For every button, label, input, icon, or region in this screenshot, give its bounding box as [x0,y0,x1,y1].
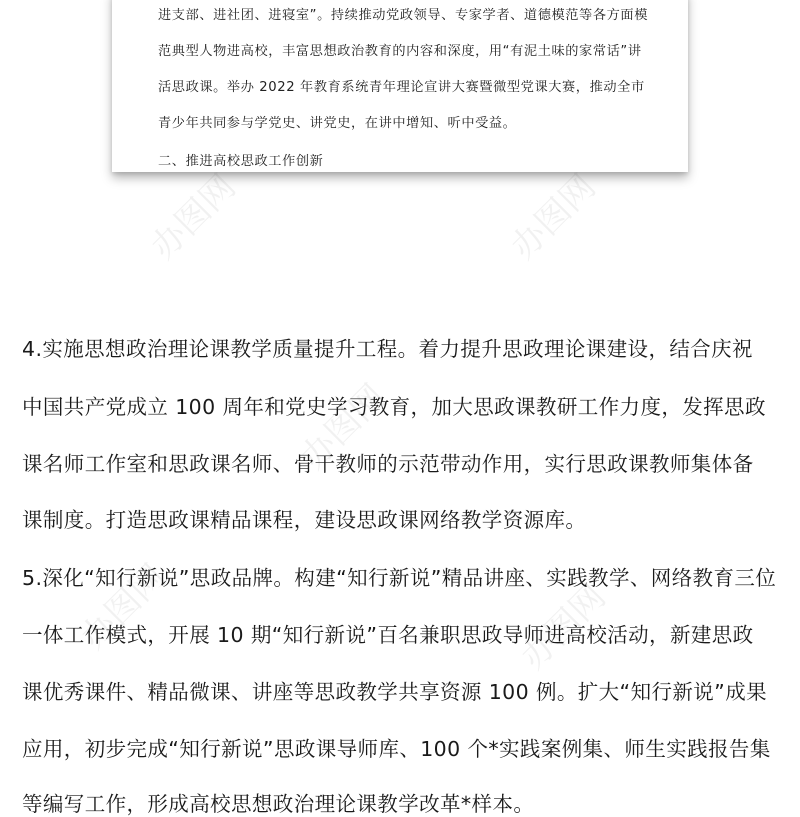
watermark: 办图网 [503,166,604,268]
card-text-line: 进支部、进社团、进寝室”。持续推动党政领导、专家学者、道德模范等各方面模 [158,8,648,23]
paragraph-line: 一体工作模式，开展 10 期“知行新说”百名兼职思政导师进高校活动，新建思政 [22,623,754,647]
watermark: 办图网 [293,376,394,478]
watermark: 办图网 [513,576,614,678]
section-heading: 二、推进高校思政工作创新 [158,154,324,169]
paragraph-line: 课名师工作室和思政课名师、骨干教师的示范带动作用，实行思政课教师集体备 [22,452,754,476]
paragraph-line: 等编写工作，形成高校思想政治理论课教学改革*样本。 [22,792,535,816]
paragraph-line: 4.实施思想政治理论课教学质量提升工程。着力提升思政理论课建设，结合庆祝 [22,337,753,361]
paragraph-line: 中国共产党成立 100 周年和党史学习教育，加大思政课教研工作力度，发挥思政 [22,395,766,419]
paragraph-line: 应用，初步完成“知行新说”思政课导师库、100 个*实践案例集、师生实践报告集 [22,737,771,761]
watermark: 办图网 [143,166,244,268]
card-text-line: 范典型人物进高校，丰富思想政治教育的内容和深度，用“有泥土味的家常话”讲 [158,44,642,59]
card-text-line: 活思政课。举办 2022 年教育系统青年理论宣讲大赛暨微型党课大赛，推动全市 [158,80,645,95]
watermark: 办图网 [73,556,174,658]
paragraph-line: 5.深化“知行新说”思政品牌。构建“知行新说”精品讲座、实践教学、网络教育三位 [22,566,777,590]
paragraph-line: 课制度。打造思政课精品课程，建设思政课网络教学资源库。 [22,508,587,532]
card-text-line: 青少年共同参与学党史、讲党史，在讲中增知、听中受益。 [158,116,517,131]
paragraph-line: 课优秀课件、精品微课、讲座等思政教学共享资源 100 例。扩大“知行新说”成果 [22,680,767,704]
